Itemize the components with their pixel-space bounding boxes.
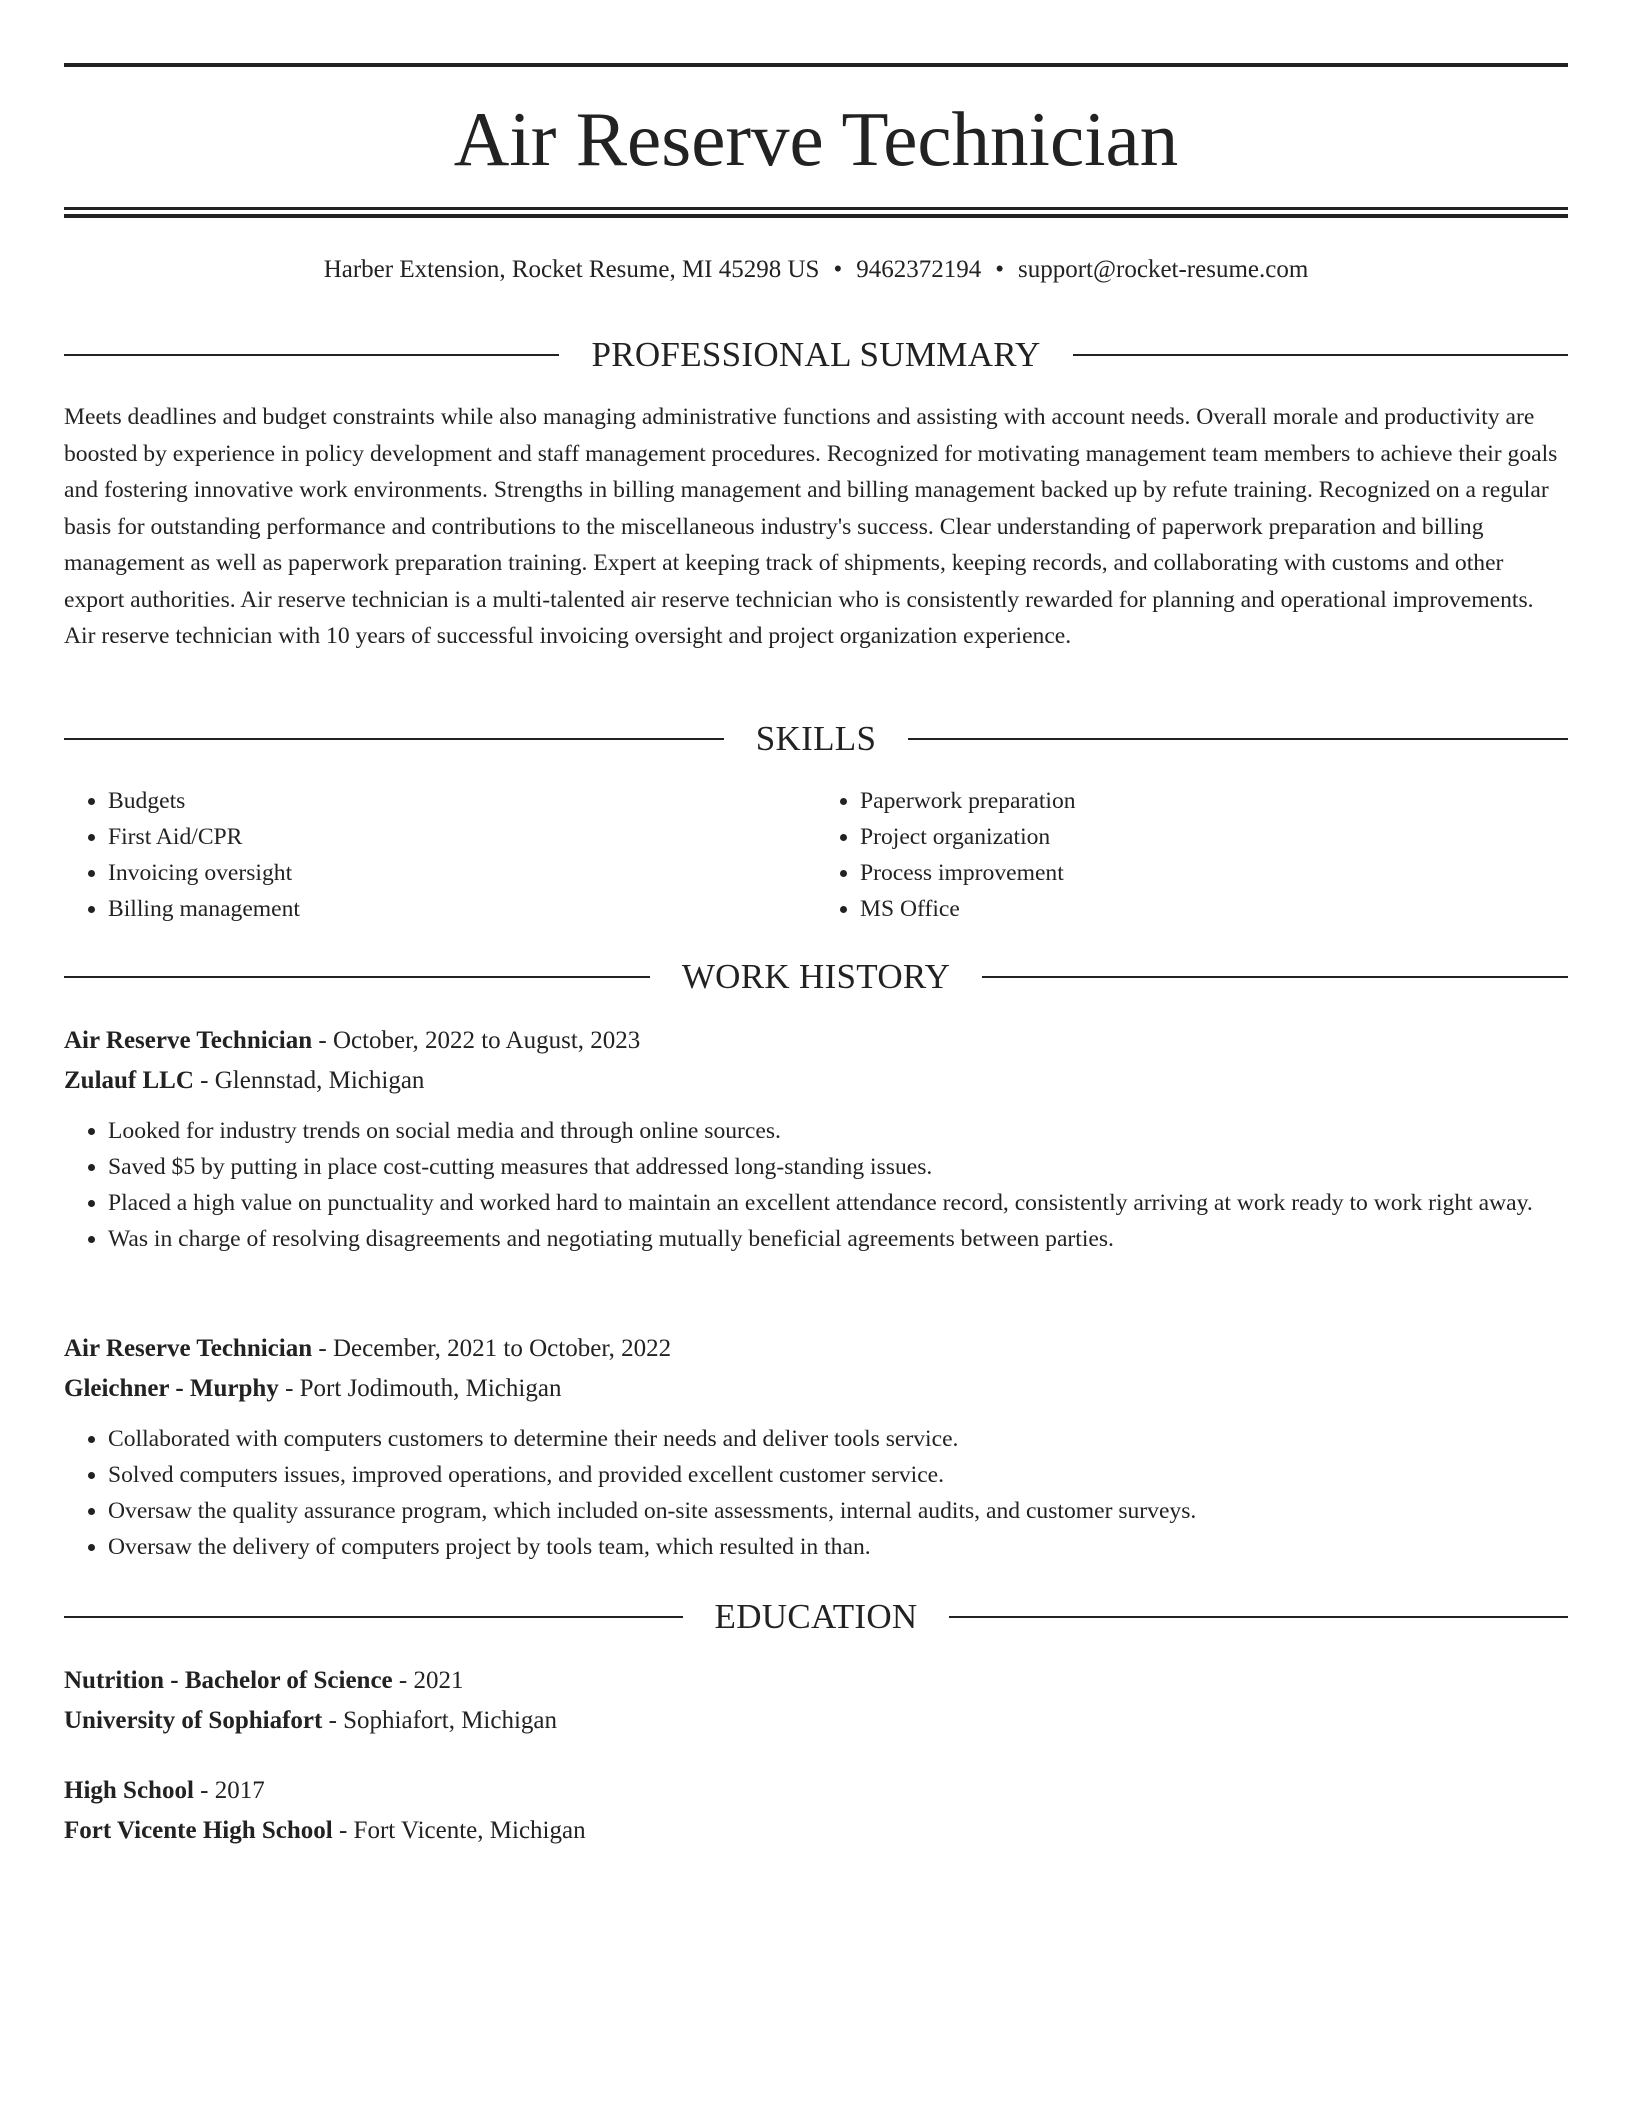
contact-email: support@rocket-resume.com bbox=[1018, 256, 1309, 283]
job-role: Air Reserve Technician bbox=[64, 1335, 313, 1362]
job-location: - Glennstad, Michigan bbox=[193, 1067, 425, 1094]
job-bullets bbox=[64, 1421, 1568, 1565]
education-degree-line bbox=[64, 1771, 1568, 1811]
section-header-work bbox=[64, 955, 1568, 999]
job-company: Zulauf LLC bbox=[64, 1067, 194, 1094]
name-double-rule bbox=[64, 207, 1568, 218]
skill-item: • Paperwork preparation bbox=[860, 783, 1568, 819]
job-dates: - December, 2021 to October, 2022 bbox=[312, 1335, 672, 1362]
job-company-line bbox=[64, 1061, 1568, 1101]
job-company: Gleichner - Murphy bbox=[64, 1375, 279, 1402]
section-rule bbox=[64, 1616, 683, 1618]
section-rule bbox=[64, 354, 559, 356]
section-title-education: EDUCATION bbox=[714, 1597, 918, 1636]
job-entry bbox=[64, 1021, 1568, 1257]
education-school: University of Sophiafort bbox=[64, 1707, 323, 1734]
section-rule bbox=[1073, 354, 1568, 356]
job-title-line bbox=[64, 1021, 1568, 1061]
skill-item: • Process improvement bbox=[860, 855, 1568, 891]
education-degree: Nutrition - Bachelor of Science bbox=[64, 1667, 393, 1694]
education-school: Fort Vicente High School bbox=[64, 1817, 333, 1844]
section-header-education bbox=[64, 1595, 1568, 1639]
contact-address: Harber Extension, Rocket Resume, MI 45298 US bbox=[323, 256, 820, 283]
job-bullet: • Oversaw the quality assurance program, which included on-site assessments, internal audits, and customer surveys. bbox=[108, 1493, 1568, 1529]
job-entry bbox=[64, 1329, 1568, 1565]
education-location: - Sophiafort, Michigan bbox=[322, 1707, 558, 1734]
job-bullet: • Was in charge of resolving disagreements and negotiating mutually beneficial agreements between parties. bbox=[108, 1221, 1568, 1257]
contact-separator: • bbox=[833, 256, 843, 283]
education-entry bbox=[64, 1661, 1568, 1741]
skill-item: • First Aid/CPR bbox=[108, 819, 816, 855]
education-entry bbox=[64, 1771, 1568, 1851]
skills-list bbox=[64, 783, 1568, 927]
job-bullet: • Collaborated with computers customers to determine their needs and deliver tools service. bbox=[108, 1421, 1568, 1457]
skill-item: • Invoicing oversight bbox=[108, 855, 816, 891]
education-school-line bbox=[64, 1701, 1568, 1741]
education-degree: High School bbox=[64, 1777, 194, 1804]
resume-name: Air Reserve Technician bbox=[453, 96, 1179, 182]
skill-item: • Billing management bbox=[108, 891, 816, 927]
education-location: - Fort Vicente, Michigan bbox=[332, 1817, 586, 1844]
skills-column-right bbox=[816, 783, 1568, 927]
contact-phone: 9462372194 bbox=[856, 256, 982, 283]
job-title-line bbox=[64, 1329, 1568, 1369]
job-bullet: • Looked for industry trends on social media and through online sources. bbox=[108, 1113, 1568, 1149]
contact-separator: • bbox=[995, 256, 1004, 283]
job-bullets bbox=[64, 1113, 1568, 1257]
section-rule bbox=[64, 976, 650, 978]
job-bullet: • Oversaw the delivery of computers project by tools team, which resulted in than. bbox=[108, 1529, 1568, 1565]
section-header-summary bbox=[64, 333, 1568, 377]
section-title-summary: PROFESSIONAL SUMMARY bbox=[591, 335, 1041, 374]
education-school-line bbox=[64, 1811, 1568, 1851]
skill-item: • MS Office bbox=[860, 891, 1568, 927]
top-rule bbox=[64, 63, 1568, 67]
summary-text: Meets deadlines and budget constraints while also managing administrative functions and assisting with account needs. Overall morale and productivity are boosted by experience in policy development and staff management procedures. Recognized for motivating management team members to achieve their goals and fostering innovative work environments. Strengths in billing management and billing management backed up by refute training. Recognized on a regular basis for outstanding performance and contributions to the miscellaneous industry's success. Clear understanding of paperwork preparation and billing management as well as paperwork preparation training. Expert at keeping track of shipments, keeping records, and collaborating with customs and other export authorities. Air reserve technician is a multi-talented air reserve technician who is consistently rewarded for planning and operational improvements. Air reserve technician with 10 years of successful invoicing oversight and project organization experience. bbox=[64, 404, 1558, 649]
skill-item: • Project organization bbox=[860, 819, 1568, 855]
job-company-line bbox=[64, 1369, 1568, 1409]
section-rule bbox=[908, 738, 1568, 740]
skills-column-left bbox=[64, 783, 816, 927]
job-bullet: • Saved $5 by putting in place cost-cutting measures that addressed long-standing issues. bbox=[108, 1149, 1568, 1185]
section-header-skills bbox=[64, 717, 1568, 761]
skill-item: • Budgets bbox=[108, 783, 816, 819]
education-year: - 2017 bbox=[193, 1777, 265, 1804]
section-title-skills: SKILLS bbox=[755, 719, 877, 758]
job-location: - Port Jodimouth, Michigan bbox=[278, 1375, 562, 1402]
job-role: Air Reserve Technician bbox=[64, 1027, 313, 1054]
section-rule bbox=[982, 976, 1568, 978]
section-title-work: WORK HISTORY bbox=[681, 957, 951, 996]
education-degree-line bbox=[64, 1661, 1568, 1701]
education-year: - 2021 bbox=[392, 1667, 464, 1694]
section-rule bbox=[949, 1616, 1568, 1618]
job-bullet: • Placed a high value on punctuality and worked hard to maintain an excellent attendance record, consistently arriving at work ready to work right away. bbox=[108, 1185, 1568, 1221]
contact-line bbox=[64, 252, 1568, 288]
job-dates: - October, 2022 to August, 2023 bbox=[312, 1027, 641, 1054]
job-bullet: • Solved computers issues, improved operations, and provided excellent customer service. bbox=[108, 1457, 1568, 1493]
section-rule bbox=[64, 738, 724, 740]
